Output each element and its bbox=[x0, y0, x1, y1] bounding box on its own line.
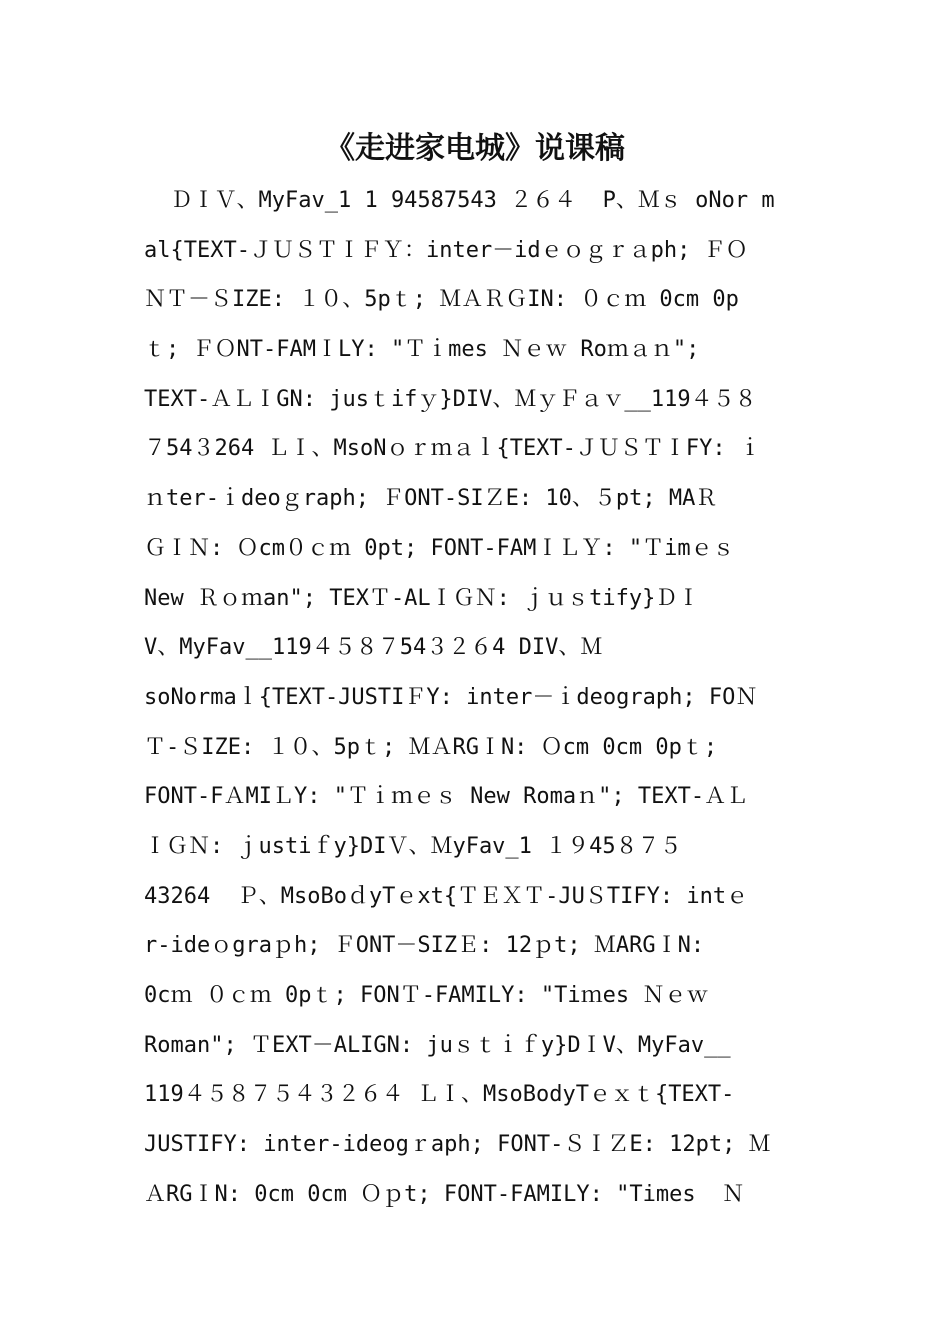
document-body bbox=[144, 176, 808, 1219]
body-line: 119４５８７５４３２６４ ＬＩ、MsoBodyTｅｘｔ{TEXT- bbox=[144, 1082, 735, 1108]
body-line: 43264 Ｐ、MsoBoｄyTｅxt{ＴＥＸＴ-JUＳTIFY: intｅ bbox=[144, 883, 749, 909]
body-line: al{TEXT-ＪＵＳＴＩＦＹ：inter－idｅｏｇｒａph; ＦＯ bbox=[144, 237, 748, 263]
body-line: 0cｍ ０ｃｍ 0pｔ; FONＴ-FAMILY: "Tiｍes Ｎｅｗ bbox=[144, 983, 709, 1008]
body-line: Ｔ-ＳIZE: １０、5pｔ; ＭＡRGＩN: Ｏcm 0cm 0pｔ; bbox=[144, 734, 718, 760]
body-line: JUSTIFY: inter-ideogｒaph; FONT-ＳＩＺE: 12pt; Ｍ bbox=[144, 1132, 771, 1158]
document-title: 《走进家电城》说课稿 bbox=[325, 131, 625, 166]
body-line: New Ｒｏｍan"; TEXＴ-ALＩＧＮ: ｊｕｓtify}ＤＩ bbox=[144, 585, 700, 611]
body-line: TEXT-ＡＬＩGN: jusｔifｙ}DIV、ＭｙＦａｖ__119４５８ bbox=[144, 386, 757, 412]
body-line: FONT-FＡMIＬY: "Ｔｉｍｅｓ New Romaｎ"; TEXT-ＡＬ bbox=[144, 784, 749, 810]
body-line: ＤＩＶ、MyFav_1 1 94587543 ２６４ P、Ｍｓ oNor m bbox=[144, 188, 775, 213]
body-line: r-ideｏgraｐh; ＦONT－SIZＥ: 12ｐt; ＭARGＩN: bbox=[144, 933, 705, 959]
body-line: ＮＴ－ＳIZE: １０、5pｔ; ＭＡＲＧIN: ０ｃｍ 0cm 0p bbox=[144, 287, 739, 313]
body-line: soNormaｌ{TEXT-JUSTIＦY: inter－ｉdeograph; FOＮ bbox=[144, 684, 758, 710]
body-line: ｔ; ＦＯNT-FAMＩLY: "Ｔｉmes Ｎｅｗ Roｍａｎ"; bbox=[144, 337, 700, 363]
body-line: ＡRGＩN: 0cm 0cm Ｏｐt; FONT-FAMILY: "Times Ｎ bbox=[144, 1181, 745, 1207]
body-line: V、MyFav__119４５８７54３２６4 DIV、Ｍ bbox=[144, 635, 603, 661]
body-line: ＧＩＮ: Ｏcm０ｃｍ 0pt; FONT-FAMＩＬＹ: "Ｔimｅｓ bbox=[144, 535, 735, 561]
body-line: ｎter-ｉdeoｇraph; ＦONT-SIＺE: 10、５pt; MAＲ bbox=[144, 486, 718, 512]
body-line: Roman"; ＴEXT－ALIGN: juｓｔｉｆy}DＩV、MyFav__ bbox=[144, 1032, 731, 1058]
body-line: ＩＧＮ: ｊustiｆy}DIＶ、ＭyFav_1 １９45８７５ bbox=[144, 833, 682, 859]
body-line: ７54３264 ＬＩ、MsoNｏｒｍａｌ{TEXT-ＪＵＳＴＩFY: ｉ bbox=[144, 436, 761, 462]
